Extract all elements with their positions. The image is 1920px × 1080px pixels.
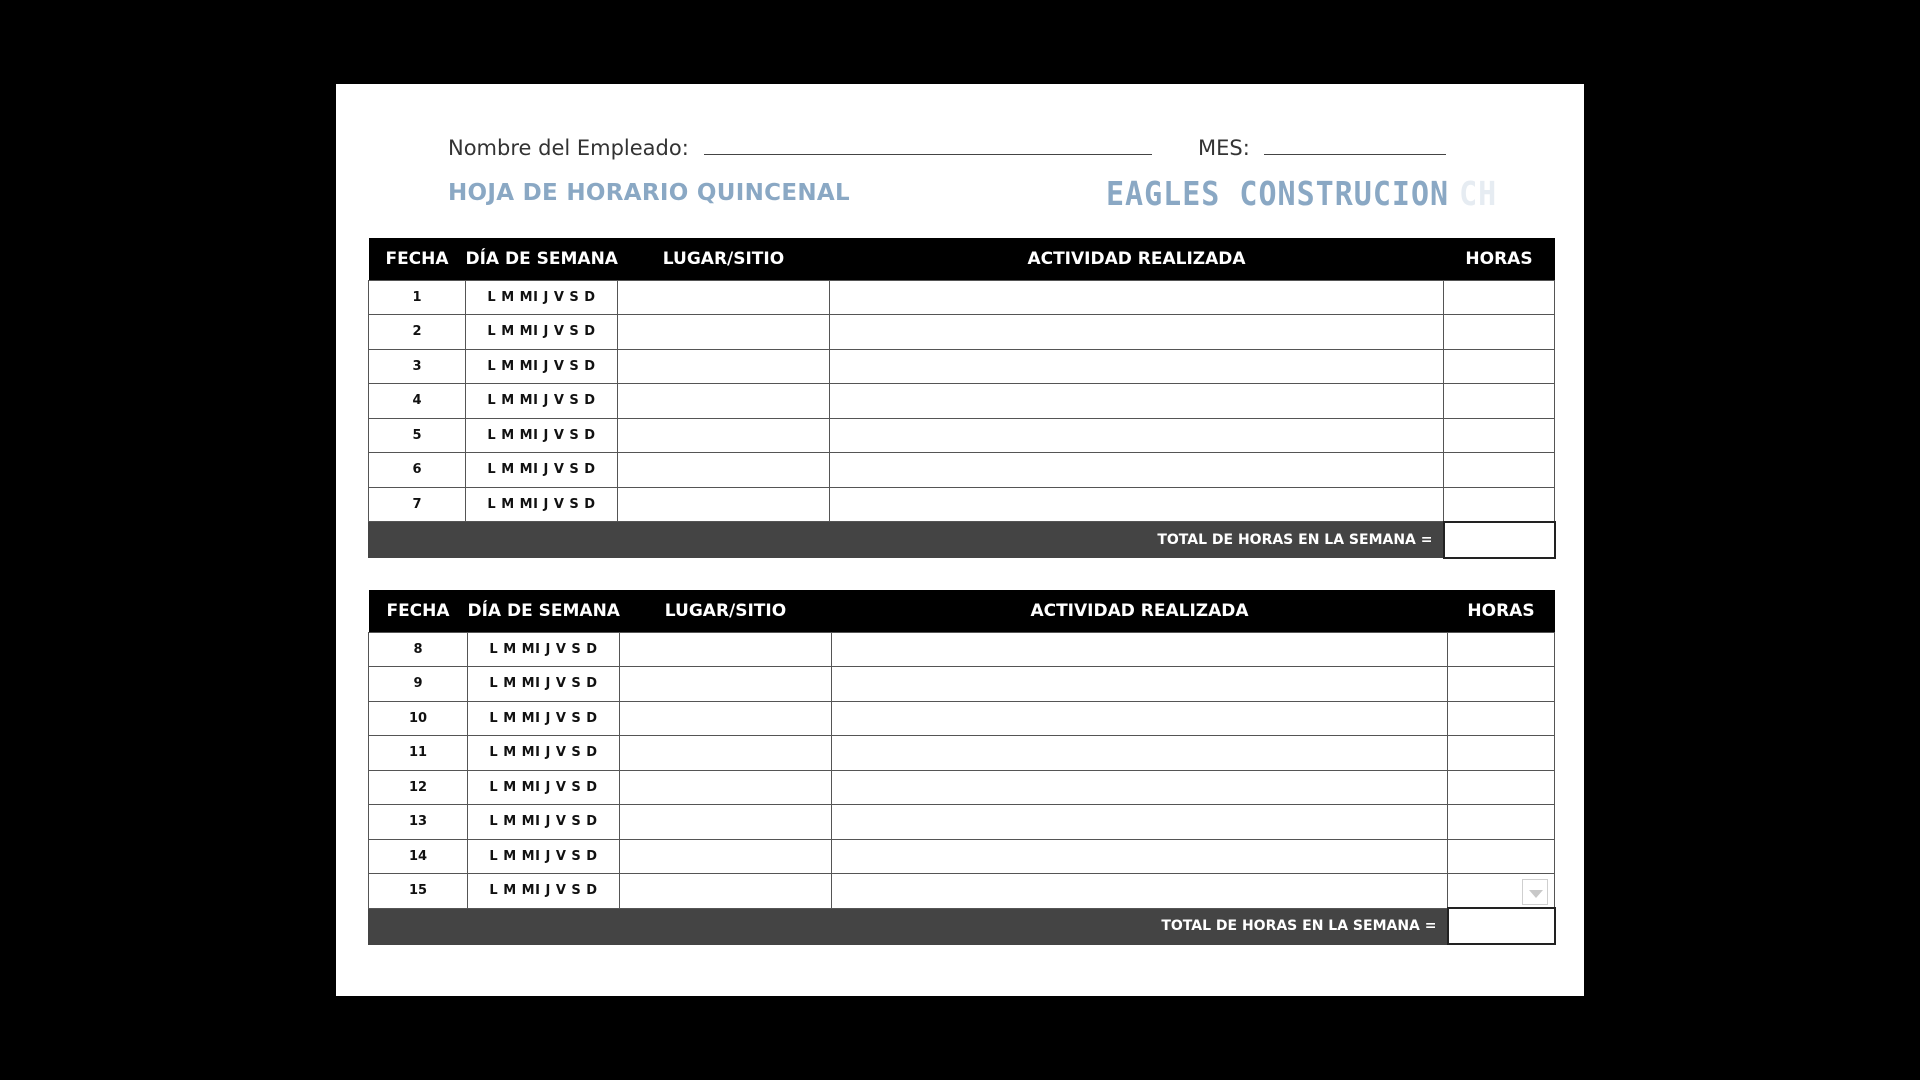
activity-cell[interactable]: [832, 667, 1448, 702]
hours-cell[interactable]: [1444, 487, 1555, 522]
date-cell: 5: [369, 418, 466, 453]
hours-cell[interactable]: [1444, 280, 1555, 315]
place-cell[interactable]: [620, 736, 832, 771]
weekday-cell[interactable]: L M MI J V S D: [468, 770, 620, 805]
table-row: [369, 701, 1555, 736]
place-cell[interactable]: [618, 349, 830, 384]
weekday-cell[interactable]: L M MI J V S D: [466, 418, 618, 453]
date-cell: 9: [369, 667, 468, 702]
activity-cell[interactable]: [830, 487, 1444, 522]
table-row: [369, 736, 1555, 771]
hours-cell[interactable]: [1448, 770, 1555, 805]
date-cell: 11: [369, 736, 468, 771]
weekday-cell[interactable]: L M MI J V S D: [468, 805, 620, 840]
weekday-cell[interactable]: L M MI J V S D: [468, 632, 620, 667]
place-cell[interactable]: [620, 632, 832, 667]
sheet-title: HOJA DE HORARIO QUINCENAL: [448, 180, 850, 206]
place-cell[interactable]: [618, 487, 830, 522]
date-cell: 2: [369, 315, 466, 350]
total-hours-label: TOTAL DE HORAS EN LA SEMANA =: [369, 522, 1444, 558]
table-row: [369, 384, 1555, 419]
col-lugar-sitio: LUGAR/SITIO: [620, 590, 832, 632]
col-fecha: FECHA: [369, 590, 468, 632]
total-hours-field[interactable]: [1444, 522, 1555, 558]
weekday-cell[interactable]: L M MI J V S D: [466, 487, 618, 522]
total-hours-label: TOTAL DE HORAS EN LA SEMANA =: [369, 908, 1448, 944]
table-row: [369, 839, 1555, 874]
weekday-cell[interactable]: L M MI J V S D: [468, 701, 620, 736]
total-row: [369, 908, 1555, 944]
activity-cell[interactable]: [830, 453, 1444, 488]
activity-cell[interactable]: [832, 839, 1448, 874]
activity-cell[interactable]: [830, 315, 1444, 350]
weekday-cell[interactable]: L M MI J V S D: [466, 315, 618, 350]
col-horas: HORAS: [1448, 590, 1555, 632]
place-cell[interactable]: [618, 453, 830, 488]
activity-cell[interactable]: [832, 874, 1448, 909]
table-row: [369, 805, 1555, 840]
col-lugar-sitio: LUGAR/SITIO: [618, 238, 830, 280]
month-row: [1198, 136, 1446, 160]
date-cell: 10: [369, 701, 468, 736]
employee-name-field[interactable]: [704, 137, 1152, 155]
date-cell: 3: [369, 349, 466, 384]
place-cell[interactable]: [618, 418, 830, 453]
table-row: [369, 770, 1555, 805]
weekday-cell[interactable]: L M MI J V S D: [468, 839, 620, 874]
activity-cell[interactable]: [830, 349, 1444, 384]
col-dia-semana: DÍA DE SEMANA: [466, 238, 618, 280]
hours-cell[interactable]: [1448, 632, 1555, 667]
table-row: [369, 453, 1555, 488]
date-cell: 7: [369, 487, 466, 522]
month-field[interactable]: [1264, 137, 1446, 155]
table-row: [369, 874, 1555, 909]
place-cell[interactable]: [620, 874, 832, 909]
hours-cell[interactable]: [1448, 805, 1555, 840]
activity-cell[interactable]: [832, 736, 1448, 771]
month-label: MES:: [1198, 136, 1250, 160]
week1-header-row: [369, 238, 1555, 280]
total-row: [369, 522, 1555, 558]
week2-header-row: [369, 590, 1555, 632]
hours-cell[interactable]: [1444, 315, 1555, 350]
employee-name-row: [448, 136, 1152, 160]
place-cell[interactable]: [620, 667, 832, 702]
week1-table: [368, 238, 1556, 559]
place-cell[interactable]: [618, 280, 830, 315]
employee-name-label: Nombre del Empleado:: [448, 136, 689, 160]
col-actividad: ACTIVIDAD REALIZADA: [832, 590, 1448, 632]
activity-cell[interactable]: [830, 418, 1444, 453]
date-cell: 4: [369, 384, 466, 419]
company-logo: [1106, 175, 1497, 214]
col-fecha: FECHA: [369, 238, 466, 280]
date-cell: 8: [369, 632, 468, 667]
col-actividad: ACTIVIDAD REALIZADA: [830, 238, 1444, 280]
hours-cell[interactable]: [1448, 667, 1555, 702]
place-cell[interactable]: [618, 315, 830, 350]
activity-cell[interactable]: [832, 805, 1448, 840]
hours-cell[interactable]: [1444, 453, 1555, 488]
date-cell: 13: [369, 805, 468, 840]
weekday-cell[interactable]: L M MI J V S D: [466, 349, 618, 384]
table-row: [369, 349, 1555, 384]
week2-table: [368, 590, 1556, 945]
table-row: [369, 487, 1555, 522]
table-row: [369, 632, 1555, 667]
weekday-cell[interactable]: L M MI J V S D: [468, 874, 620, 909]
date-cell: 1: [369, 280, 466, 315]
brand-suffix: CH: [1459, 175, 1498, 214]
col-horas: HORAS: [1444, 238, 1555, 280]
table-row: [369, 667, 1555, 702]
place-cell[interactable]: [618, 384, 830, 419]
col-dia-semana: DÍA DE SEMANA: [468, 590, 620, 632]
chevron-down-icon[interactable]: [1522, 879, 1548, 905]
place-cell[interactable]: [620, 839, 832, 874]
hours-cell[interactable]: [1448, 701, 1555, 736]
place-cell[interactable]: [620, 770, 832, 805]
hours-cell[interactable]: [1444, 384, 1555, 419]
total-hours-field[interactable]: [1448, 908, 1555, 944]
hours-cell[interactable]: [1448, 736, 1555, 771]
activity-cell[interactable]: [830, 280, 1444, 315]
timesheet-page: [336, 84, 1584, 996]
date-cell: 15: [369, 874, 468, 909]
weekday-cell[interactable]: L M MI J V S D: [466, 384, 618, 419]
hours-cell[interactable]: [1448, 839, 1555, 874]
weekday-cell[interactable]: L M MI J V S D: [466, 453, 618, 488]
activity-cell[interactable]: [830, 384, 1444, 419]
activity-cell[interactable]: [832, 701, 1448, 736]
table-row: [369, 315, 1555, 350]
place-cell[interactable]: [620, 701, 832, 736]
weekday-cell[interactable]: L M MI J V S D: [468, 667, 620, 702]
hours-cell[interactable]: [1444, 418, 1555, 453]
weekday-cell[interactable]: L M MI J V S D: [468, 736, 620, 771]
date-cell: 14: [369, 839, 468, 874]
activity-cell[interactable]: [832, 770, 1448, 805]
activity-cell[interactable]: [832, 632, 1448, 667]
date-cell: 12: [369, 770, 468, 805]
date-cell: 6: [369, 453, 466, 488]
table-row: [369, 280, 1555, 315]
brand-name: EAGLES CONSTRUCION: [1106, 175, 1450, 214]
hours-cell[interactable]: [1444, 349, 1555, 384]
place-cell[interactable]: [620, 805, 832, 840]
table-row: [369, 418, 1555, 453]
weekday-cell[interactable]: L M MI J V S D: [466, 280, 618, 315]
